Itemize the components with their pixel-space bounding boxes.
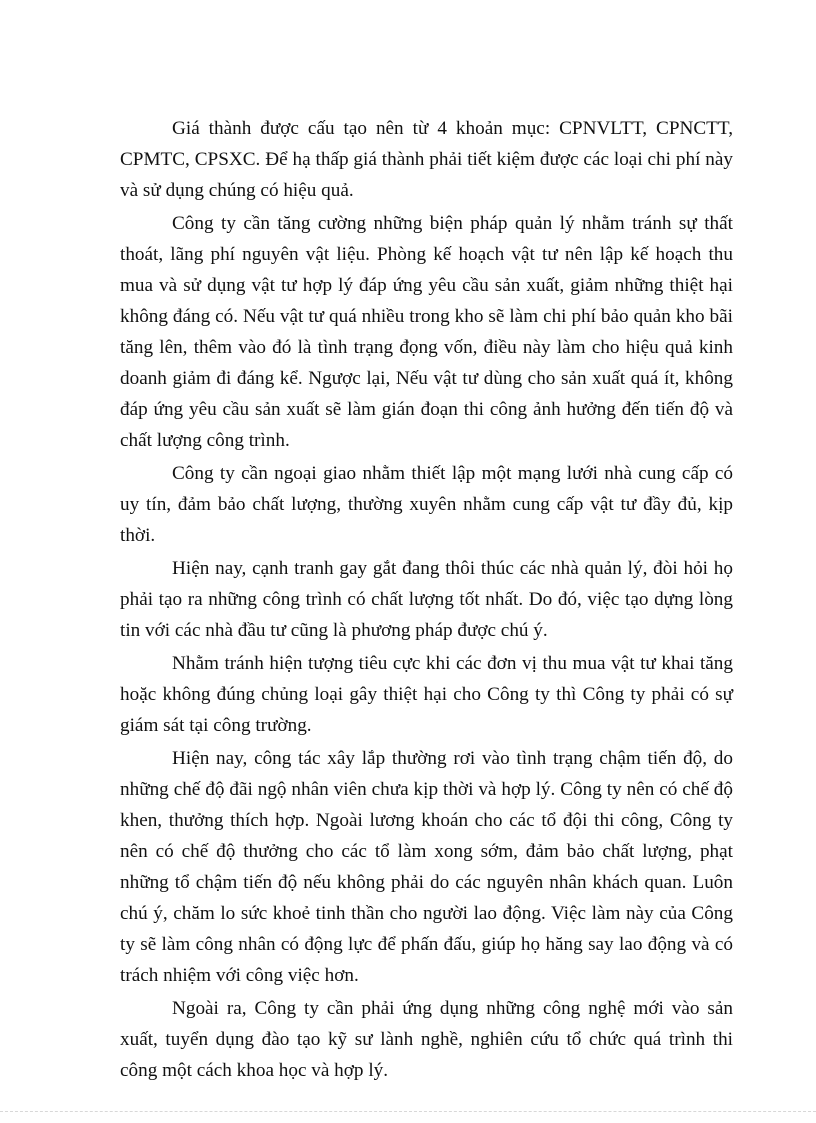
paragraph-technology: Ngoài ra, Công ty cần phải ứng dụng những công nghệ mới vào sản xuất, tuyển dụng đào tạo kỹ sư lành nghề, nghiên cứu tổ chức quá trình thi công một cách khoa học và hợp lý. [120,998,733,1081]
paragraph-supplier-network: Công ty cần ngoại giao nhằm thiết lập một mạng lưới nhà cung cấp có uy tín, đảm bảo chất lượng, thường xuyên nhằm cung cấp vật tư đầy đủ, kịp thời. [120,463,733,546]
paragraph-site-supervision: Nhằm tránh hiện tượng tiêu cực khi các đơn vị thu mua vật tư khai tăng hoặc không đúng chủng loại gây thiệt hại cho Công ty thì Công ty phải có sự giám sát tại công trường. [120,653,733,736]
paragraph-competition-quality: Hiện nay, cạnh tranh gay gắt đang thôi thúc các nhà quản lý, đòi hỏi họ phải tạo ra những công trình có chất lượng tốt nhất. Do đó, việc tạo dựng lòng tin với các nhà đầu tư cũng là phương pháp được chú ý. [120,558,733,641]
paragraph-material-management: Công ty cần tăng cường những biện pháp quản lý nhằm tránh sự thất thoát, lãng phí nguyên vật liệu. Phòng kế hoạch vật tư nên lập kế hoạch thu mua và sử dụng vật tư hợp lý đáp ứng yêu cầu sản xuất, giảm những thiệt hại không đáng có. Nếu vật tư quá nhiều trong kho sẽ làm chi phí bảo quản kho bãi tăng lên, thêm vào đó là tình trạng đọng vốn, điều này làm cho hiệu quả kinh doanh giảm đi đáng kể. Ngược lại, Nếu vật tư dùng cho sản xuất quá ít, không đáp ứng yêu cầu sản xuất sẽ làm gián đoạn thi công ảnh hưởng đến tiến độ và chất lượng công trình. [120,213,733,451]
document-body [120,113,733,1088]
paragraph-staff-incentives: Hiện nay, công tác xây lắp thường rơi vào tình trạng chậm tiến độ, do những chế độ đãi ngộ nhân viên chưa kịp thời và hợp lý. Công ty nên có chế độ khen, thưởng thích hợp. Ngoài lương khoán cho các tổ đội thi công, Công ty nên có chế độ thưởng cho các tổ làm xong sớm, đảm bảo chất lượng, phạt những tổ chậm tiến độ nếu không phải do các nguyên nhân khách quan. Luôn chú ý, chăm lo sức khoẻ tinh thần cho người lao động. Việc làm này của Công ty sẽ làm công nhân có động lực để phấn đấu, giúp họ hăng say lao động và có trách nhiệm với công việc hơn. [120,748,733,986]
page-bottom-edge [0,1111,816,1112]
paragraph-cost-components: Giá thành được cấu tạo nên từ 4 khoản mục: CPNVLTT, CPNCTT, CPMTC, CPSXC. Để hạ thấp giá thành phải tiết kiệm được các loại chi phí này và sử dụng chúng có hiệu quả. [120,118,733,201]
